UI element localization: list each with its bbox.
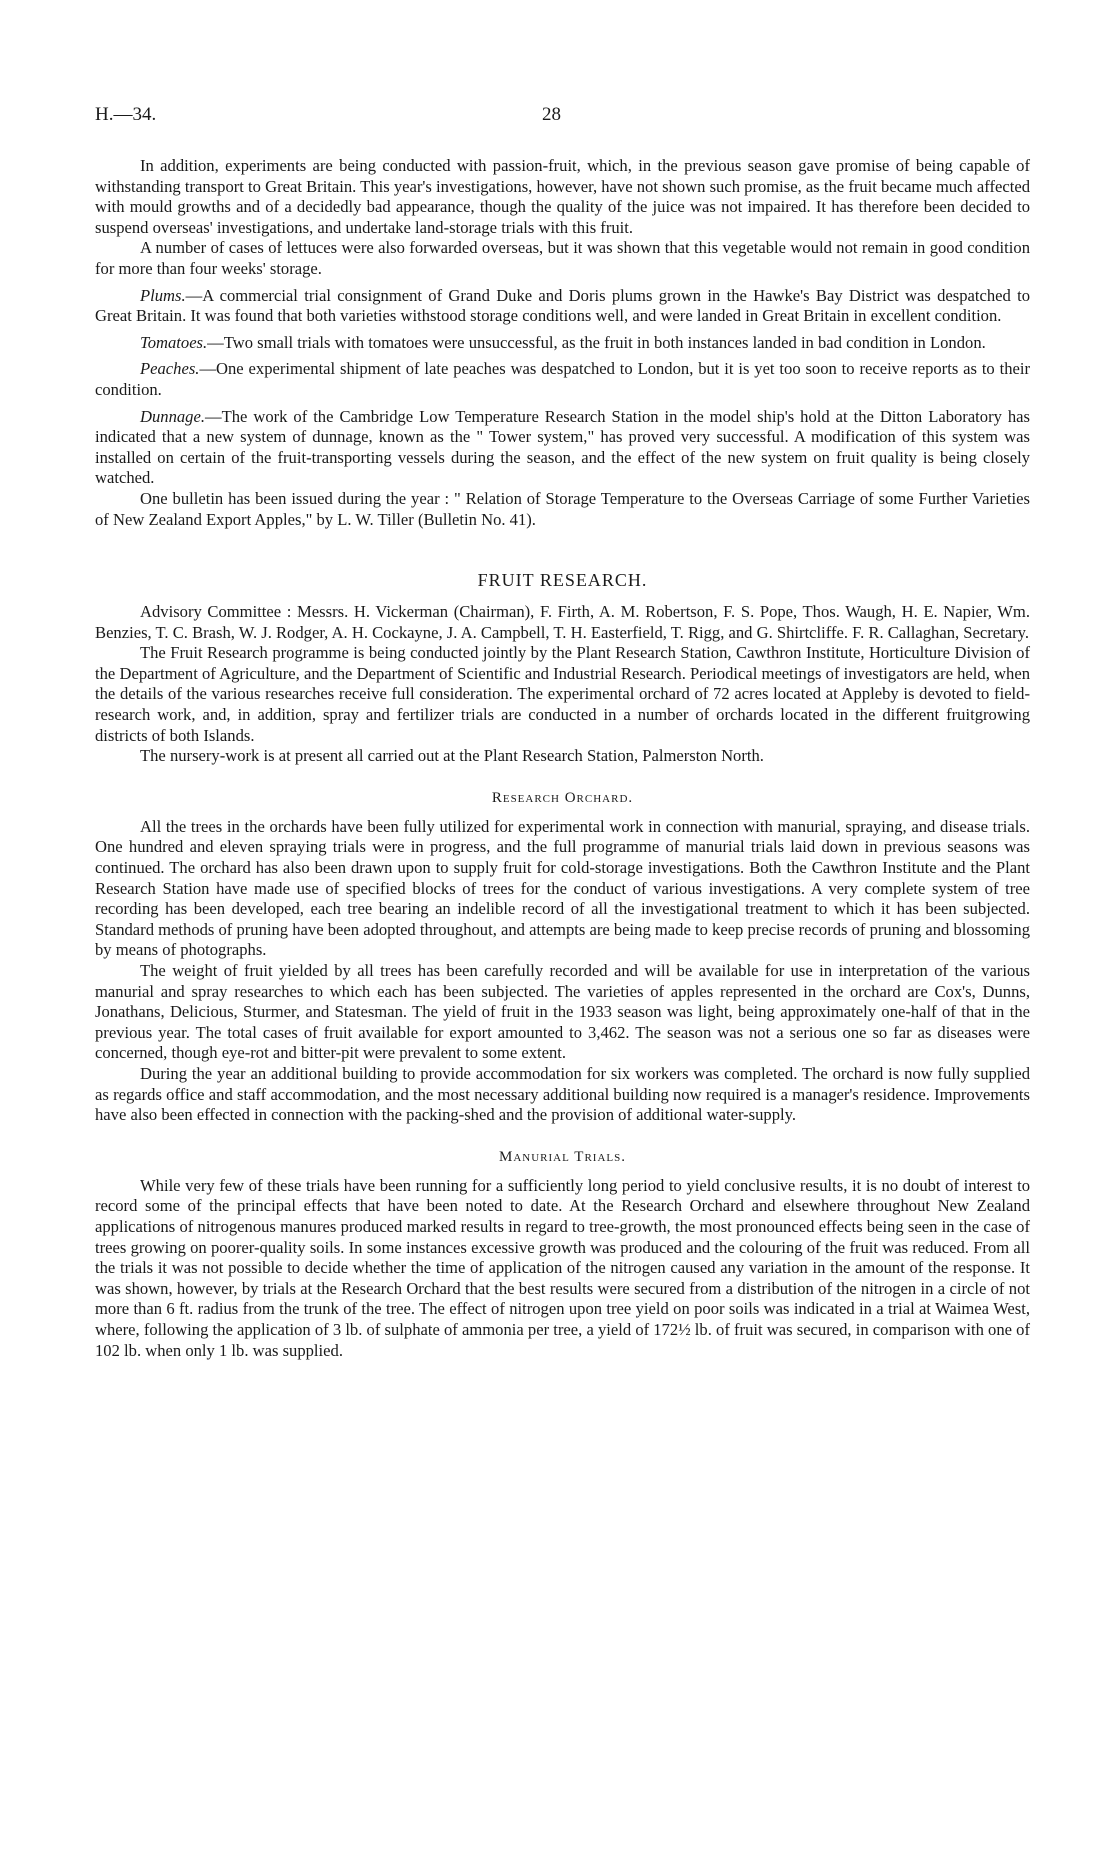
dunnage-paragraph [95,407,1030,489]
plums-text: —A commercial trial consignment of Grand Duke and Doris plums grown in the Hawke's Bay District was despatched to Great Britain. It was found that both varieties withstood storage conditions well, and were landed in Great Britain in excellent condition. [95,285,1030,326]
fruit-research-heading: FRUIT RESEARCH. [477,570,648,591]
tomatoes-label: Tomatoes. [140,332,208,352]
document-page [95,104,1030,1361]
tomatoes-paragraph [95,333,1030,354]
plums-label: Plums. [140,285,186,305]
passion-fruit-paragraph: In addition, experiments are being conducted with passion-fruit, which, in the previous season gave promise of being capable of withstanding transport to Great Britain. This year's investigations, however, have not shown such promise, as the fruit became much affected with mould growths and of a decidedly bad appearance, though the quality of the juice was not impaired. It has therefore been decided to suspend overseas' investigations, and undertake land-storage trials with this fruit. [95,156,1030,237]
page-number: 28 [542,104,561,125]
research-orchard-paragraph-2: The weight of fruit yielded by all trees has been carefully recorded and will be available for use in interpretation of the various manurial and spray researches to which each has been subjected. The varieties of apples represented in the orchard are Cox's, Dunns, Jonathans, Delicious, Sturmer, and Statesman. The yield of fruit in the 1933 season was light, being approximately one-half of that in the previous year. The total cases of fruit available for export amounted to 3,462. The season was not a serious one so far as diseases were concerned, though eye-rot and bitter-pit were prevalent to some extent. [95,961,1030,1063]
plums-paragraph [95,286,1030,327]
peaches-paragraph [95,359,1030,400]
lettuces-paragraph: A number of cases of lettuces were also forwarded overseas, but it was shown that this vegetable would not remain in good condition for more than four weeks' storage. [95,238,1030,278]
research-orchard-paragraph-1: All the trees in the orchards have been fully utilized for experimental work in connection with manurial, spraying, and disease trials. One hundred and eleven spraying trials were in progress, and the full programme of manurial trials laid down in previous seasons was continued. The orchard has also been drawn upon to supply fruit for cold-storage investigations. Both the Cawthron Institute and the Plant Research Station have made use of specified blocks of trees for the conduct of various investigations. A very complete system of tree recording has been developed, each tree bearing an indelible record of all the investigational treatment to which it has been subjected. Standard methods of pruning have been adopted throughout, and attempts are being made to keep precise records of pruning and blossoming by means of photographs. [95,816,1030,960]
research-orchard-heading: Research Orchard. [491,789,634,806]
peaches-label: Peaches. [140,359,200,379]
manurial-trials-paragraph: While very few of these trials have been running for a sufficiently long period to yield conclusive results, it is no doubt of interest to record some of the principal effects that have been noted to date. At the Research Orchard and elsewhere throughout New Zealand applications of nitrogenous manures produced marked results in regard to tree-growth, the most pronounced effects being seen in the case of trees growing on poorer-quality soils. In some instances excessive growth was produced and the colouring of the fruit was reduced. From all the trials it was not possible to decide whether the time of application of the nitrogen caused any variation in the amount of the response. It was shown, however, by trials at the Research Orchard that the best results were secured from a distribution of the nitrogen in a circle of not more than 6 ft. radius from the trunk of the tree. The effect of nitrogen upon tree yield on poor soils was indicated in a trial at Waimea West, where, following the application of 3 lb. of sulphate of ammonia per tree, a yield of 172½ lb. of fruit was secured, in comparison with one of 102 lb. when only 1 lb. was supplied. [95,1175,1030,1360]
tomatoes-text: —Two small trials with tomatoes were unsuccessful, as the fruit in both instances landed in bad condition in London. [207,332,986,352]
nursery-paragraph: The nursery-work is at present all carried out at the Plant Research Station, Palmerston North. [140,746,764,766]
peaches-text: —One experimental shipment of late peaches was despatched to London, but it is yet too soon to receive reports as to their condition. [95,359,1030,399]
dunnage-text: —The work of the Cambridge Low Temperature Research Station in the model ship's hold at the Ditton Laboratory has indicated that a new system of dunnage, known as the " Tower system," has proved very successful. A modification of this system was installed on certain of the fruit-transporting vessels during the season, and the effect of the new system on fruit quality is being closely watched. [95,406,1030,488]
fruit-research-programme-paragraph: The Fruit Research programme is being conducted jointly by the Plant Research Station, Cawthron Institute, Horticulture Division of the Department of Agriculture, and the Department of Scientific and Industrial Research. Periodical meetings of investigators are held, when the details of the various researches receive full consideration. The experimental orchard of 72 acres located at Appleby is devoted to field-research work, and, in addition, spray and fertilizer trials are conducted in a number of orchards located in the different fruitgrowing districts of both Islands. [95,643,1030,745]
dunnage-label: Dunnage. [140,406,205,426]
bulletin-paragraph: One bulletin has been issued during the year : " Relation of Storage Temperature to the Overseas Carriage of some Further Varieties of New Zealand Export Apples," by L. W. Tiller (Bulletin No. 41). [95,488,1030,529]
running-header [95,104,1030,130]
advisory-committee-paragraph: Advisory Committee : Messrs. H. Vickerman (Chairman), F. Firth, A. M. Robertson, F. S. Pope, Thos. Waugh, H. E. Napier, Wm. Benzies, T. C. Brash, W. J. Rodger, A. H. Cockayne, J. A. Campbell, T. H. Easterfield, T. Rigg, and G. Shirtcliffe. F. R. Callaghan, Secretary. [95,602,1030,642]
research-orchard-paragraph-3: During the year an additional building to provide accommodation for six workers was completed. The orchard is now fully supplied as regards office and staff accommodation, and the most necessary additional building now required is a manager's residence. Improvements have also been effected in connection with the packing-shed and the provision of additional water-supply. [95,1063,1030,1125]
report-reference: H.—34. [95,104,157,125]
manurial-trials-heading: Manurial Trials. [498,1148,626,1165]
